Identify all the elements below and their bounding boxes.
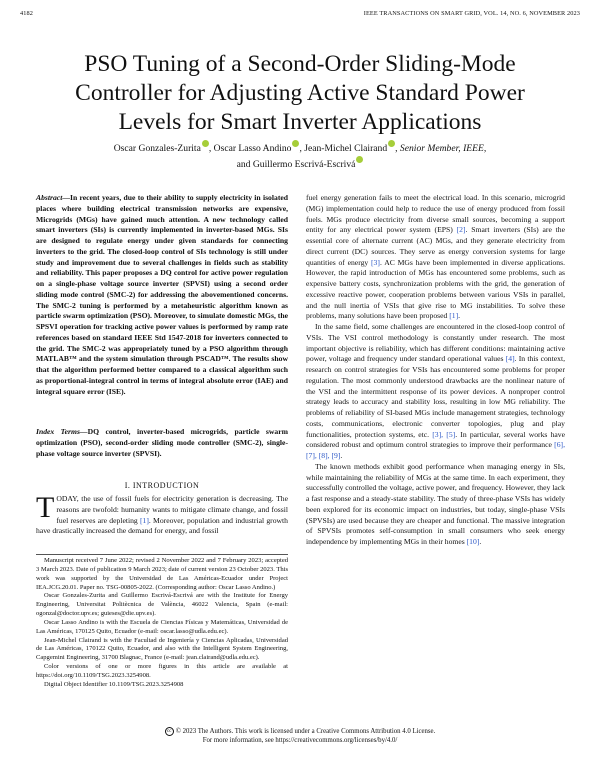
index-terms-text: DQ control, inverter-based microgrids, particle swarm optimization (PSO), second-order sliding mode controller (SMC-2), single-phase voltage source inverter (SPVSI).: [36, 427, 288, 458]
footnote: Manuscript received 7 June 2022; revised 2 November 2022 and 7 February 2023; accepted 3 March 2023. Date of publication 9 March 2023; date of current version 23 October 2023. This work was supported by the Universidad de Las Américas-Ecuador under Project IEA.JCG.20.01. Paper no. TSG-00805-2022. (Corresponding author: Oscar Lasso Andino.): [36, 557, 288, 591]
license-link[interactable]: For more information, see https://creativecommons.org/licenses/by/4.0/: [202, 736, 398, 744]
license-text: © 2023 The Authors. This work is licensed under a Creative Commons Attribution 4.0 License.: [175, 728, 436, 736]
body-paragraph: The known methods exhibit good performance when managing energy in SIs, while maintaining the reliability of MGs at the same time. In each experiment, they successfully controlled the voltage, active power, and frequency. However, they lack a fast response and a steady-state stability. The study of three-phase VSIs has widely been explored for its economic impact on industries, but today, single-phase VSIs (SPVSIs) are used because they are cheaper and functional. The massive integration of SPVSIs promotes self-consumption in small consumers who seek energy independence by implementing MGs in their homes [10].: [306, 461, 565, 546]
orcid-icon[interactable]: [388, 140, 395, 147]
index-terms: [36, 427, 288, 459]
author-name: Guillermo Escrivá-Escrivá: [252, 158, 356, 170]
right-column: [306, 193, 565, 548]
author-conjunction: and: [236, 158, 251, 170]
paper-title: [40, 50, 560, 137]
citation-link[interactable]: [6], [7], [8], [9]: [306, 440, 565, 460]
footnote-divider: [36, 554, 288, 555]
citation-link[interactable]: [10]: [466, 537, 480, 546]
author-name: Jean-Michel Clairand: [304, 143, 388, 155]
footnote: Jean-Michel Clairand is with the Facultad de Ingeniería y Ciencias Aplicadas, Universidad de Las Américas, 170122 Quito, Ecuador, and also with the Intelligent System Engineering, Capgemini Engineering, 31700 Blagnac, France (e-mail: jean.clairand@udla.edu.ec).: [36, 636, 288, 662]
citation-link[interactable]: [3], [5]: [432, 429, 456, 439]
title-line: Levels for Smart Inverter Applications: [118, 109, 482, 135]
citation-link[interactable]: [1]: [449, 311, 459, 321]
author-role: Senior Member, IEEE,: [399, 143, 487, 155]
title-line: Controller for Adjusting Active Standard Power: [75, 80, 525, 106]
index-terms-label: Index Terms—: [36, 427, 88, 436]
footnote: Oscar Lasso Andino is with the Escuela de Ciencias Físicas y Matemáticas, Universidad de Las Américas, 170125 Quito, Ecuador (e-mail: oscar.lasso@udla.edu.ec).: [36, 618, 288, 635]
orcid-icon[interactable]: [202, 140, 209, 147]
page-number: 4182: [20, 10, 33, 17]
license-footer: [60, 727, 540, 745]
section-heading: I. INTRODUCTION: [124, 481, 200, 490]
creative-commons-icon: cc: [165, 727, 174, 736]
body-paragraph: fuel energy generation fails to meet the electrical load. In this scenario, microgrid (MG) implementation could help to reduce the use of energy produced from fossil fuels. MGs produce electricity from diverse small sources, becoming a support entity for any electrical power system (EPS) [2]. Smart inverters (SIs) are the essential core of alternate current (AC) MGs, and they generate electricity from direct current (DC) sources. They serve as energy conversion systems for large quantities of energy [3]. AC MGs have been implemented in diverse applications. However, the rapid introduction of MGs has encountered some problems, such as expensive battery costs, synchronization problems with the grid, the generation of excessive reactive power, cooperation problems between various VSIs in parallel, and the null inertia of VSIs that give rise to MG instabilities. To solve these problems, many solutions have been proposed [1].: [306, 193, 566, 321]
citation-link[interactable]: [4]: [505, 354, 515, 364]
footnotes: [36, 557, 288, 690]
running-header: [20, 10, 580, 20]
footnote: Color versions of one or more figures in this article are available at https://doi.org/10.1109/TSG.2023.3254908.: [36, 663, 288, 679]
footnote: Oscar Gonzales-Zurita and Guillermo Escrivá-Escrivá are with the Institute for Energy Engineering, Universitat Politècnica de València, 46022 Valencia, Spain (e-mail: ogonzal@doctor.upv.es; guieses@die.upv.es).: [36, 592, 288, 618]
author-name: Oscar Lasso Andino: [213, 143, 292, 155]
footnote: Digital Object Identifier 10.1109/TSG.2023.3254908: [44, 680, 184, 688]
abstract-text: In recent years, due to their ability to supply electricity in isolated places where building electrical transmission networks are expensive, Microgrids (MGs) have gained much attention. A new technology called smart inverters (SIs) is currently implemented in inverter-based MGs. SIs are designed to regulate energy under given standards for connecting inverters to the grid. The closed-loop control of SIs technology is still under study and improvement due to several challenges in fields such as stability and reliability. This paper proposes a DQ control for active power regulation on a single-phase voltage source inverter (SPVSI) using a second order sliding mode control (SMC-2) for addressing the abovementioned concerns. The SMC-2 tuning is performed by a metaheuristic algorithm known as particle swarm optimization (PSO). Moreover, to simulate domestic MGs, the SPSVI operation for tracking active power values is performed by ramp rate references based on standard IEEE Std 1547-2018 for inverters connected to the grid. The SMC-2 was appropriately tuned by a PSO algorithm through MATLAB™ and the system simulation through PSCAD™. The results show that the algorithm performed better compared to a classical algorithm such as proportional-integral control in terms of integral absolute error (IAE) and integral square error (ISE).: [36, 193, 288, 396]
journal-name: IEEE TRANSACTIONS ON SMART GRID, VOL. 14, NO. 6, NOVEMBER 2023: [363, 10, 580, 17]
drop-cap: T: [36, 491, 55, 524]
abstract: [36, 193, 288, 397]
abstract-label: Abstract—: [36, 193, 70, 202]
author-list: Oscar Gonzales-Zurita , Oscar Lasso Andino , Jean-Michel Clairand , Senior Member, IEEE, and Guillermo Escrivá-Escrivá: [40, 140, 560, 171]
citation-link[interactable]: [2]: [456, 225, 466, 235]
orcid-icon[interactable]: [292, 140, 299, 147]
intro-paragraph: TODAY, the use of fossil fuels for electricity generation is decreasing. The reasons are twofold: humanity wants to mitigate climate change, and fossil fuel reserves are depleting [1]. Moreover, population and industrial growth have drastically increased the demand for energy, and fossil: [36, 491, 288, 536]
author-name: Oscar Gonzales-Zurita: [113, 143, 201, 155]
citation-link[interactable]: [1]: [139, 515, 149, 525]
body-paragraph: In the same field, some challenges are encountered in the closed-loop control of VSIs. The VSI control methodology is constantly under research. The most important objective is reliability, which has different conditions: maintaining active power, voltage and frequency under standard operational values [4]. In this context, research on control strategies for VSIs has encountered some problems for proper regulation. The most commonly understood drawbacks are the nonlinear nature of the VSI and the intermittent response of its power devices. A nonproper control strategy leads to accuracy and stability loss, resulting in low MG reliability. The problems of reliability of SI-based MGs include management strategies, technology costs, communications, electronic converter topologies, plug and play functionalities, protection systems, etc. [3], [5]. In particular, several works have considered robust and optimum control strategies to improve their performance [6], [7], [8], [9].: [306, 322, 565, 460]
orcid-icon[interactable]: [356, 156, 363, 163]
citation-link[interactable]: [3]: [371, 257, 380, 267]
title-line: PSO Tuning of a Second-Order Sliding-Mode: [84, 51, 516, 77]
